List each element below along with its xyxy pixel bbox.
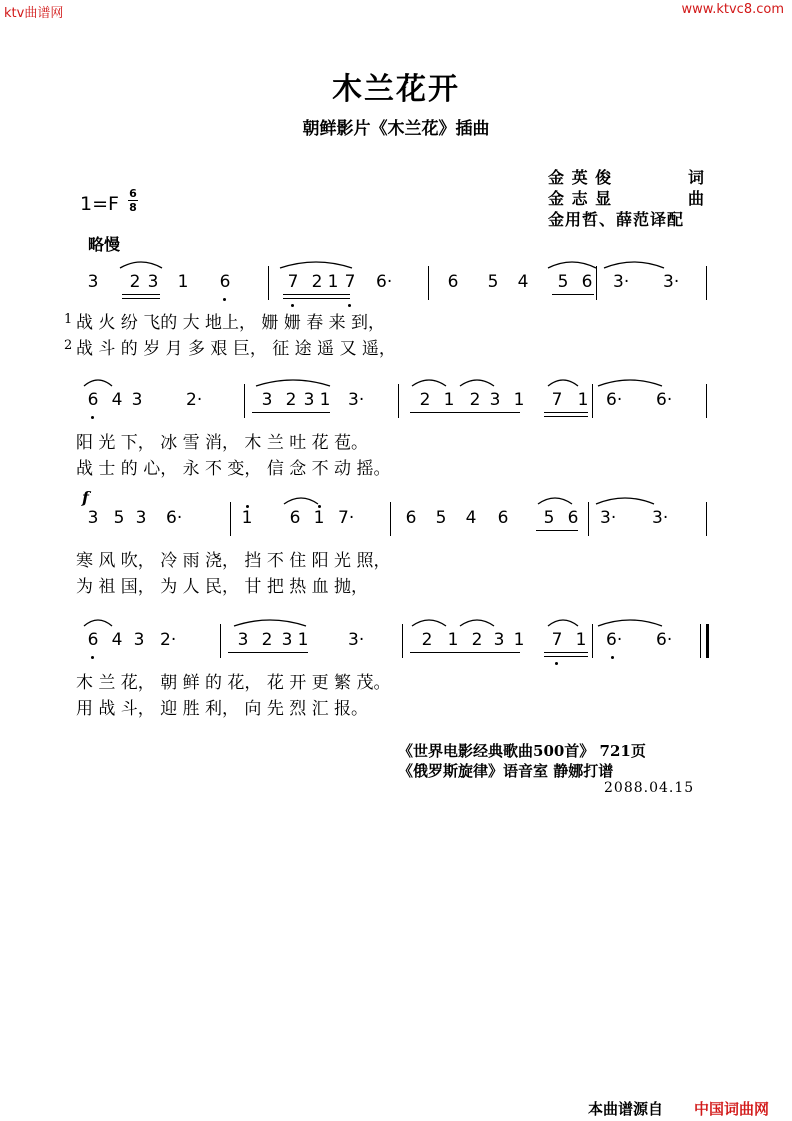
slur bbox=[548, 620, 578, 626]
note: 3· bbox=[348, 390, 365, 410]
note: 6· bbox=[606, 630, 623, 650]
note: 4 bbox=[111, 630, 123, 650]
note: 6· bbox=[656, 390, 673, 410]
note: 5 bbox=[543, 508, 555, 528]
note: 1 bbox=[319, 390, 331, 410]
lyric-line: 为 祖 国， 为 人 民， 甘 把 热 血 抛， bbox=[76, 577, 369, 597]
note: 2 bbox=[469, 390, 481, 410]
time-signature-bottom: 8 bbox=[129, 201, 137, 214]
note: 3 bbox=[135, 508, 147, 528]
bar-line bbox=[398, 384, 399, 418]
note: 6· bbox=[166, 508, 183, 528]
beam-line bbox=[544, 416, 588, 417]
low-octave-dot bbox=[611, 656, 614, 659]
bar-line bbox=[706, 266, 707, 300]
high-octave-dot bbox=[318, 505, 321, 508]
note: 7· bbox=[338, 508, 355, 528]
lyric-line: 战 火 纷 飞的 大 地上， 姗 姗 春 来 到， bbox=[76, 313, 386, 333]
low-octave-dot bbox=[91, 416, 94, 419]
note: 1 bbox=[513, 630, 525, 650]
note: 3 bbox=[87, 272, 99, 292]
note: 1 bbox=[575, 630, 587, 650]
time-signature-top: 6 bbox=[129, 187, 137, 200]
low-octave-dot bbox=[91, 656, 94, 659]
note: 2 bbox=[471, 630, 483, 650]
bar-line bbox=[244, 384, 245, 418]
note: 1 bbox=[241, 508, 253, 528]
beam-line bbox=[552, 294, 594, 295]
slur bbox=[548, 380, 578, 386]
note: 3 bbox=[131, 390, 143, 410]
note: 7 bbox=[551, 630, 563, 650]
note: 2 bbox=[261, 630, 273, 650]
tempo-marking: 略慢 bbox=[88, 235, 121, 254]
translator-name: 金用哲、薛范译配 bbox=[548, 210, 685, 229]
watermark-left: ktv曲谱网 bbox=[4, 6, 64, 21]
key-signature: 1=F bbox=[80, 193, 119, 215]
note: 5 bbox=[113, 508, 125, 528]
lyric-line: 战 士 的 心， 永 不 变， 信 念 不 动 摇。 bbox=[76, 459, 391, 479]
note: 6 bbox=[567, 508, 579, 528]
slur bbox=[84, 620, 112, 626]
time-signature bbox=[128, 188, 138, 213]
bar-line bbox=[230, 502, 231, 536]
bar-line bbox=[592, 624, 593, 658]
slur bbox=[548, 262, 596, 268]
bar-line bbox=[588, 502, 589, 536]
note: 1 bbox=[447, 630, 459, 650]
note: 3 bbox=[489, 390, 501, 410]
slur bbox=[538, 498, 572, 504]
note: 3 bbox=[87, 508, 99, 528]
slur bbox=[256, 380, 330, 386]
note: 6 bbox=[219, 272, 231, 292]
high-octave-dot bbox=[246, 505, 249, 508]
bar-line bbox=[428, 266, 429, 300]
note: 4 bbox=[465, 508, 477, 528]
beam-line bbox=[536, 530, 578, 531]
bar-line bbox=[268, 266, 269, 300]
footer-date: 2088.04.15 bbox=[604, 780, 695, 796]
slur bbox=[120, 262, 162, 268]
note: 2 bbox=[129, 272, 141, 292]
slur bbox=[598, 620, 662, 626]
lyric-line: 阳 光 下， 冰 雪 消， 木 兰 吐 花 苞。 bbox=[76, 433, 369, 453]
note: 6 bbox=[581, 272, 593, 292]
slur bbox=[604, 262, 664, 268]
note: 3 bbox=[261, 390, 273, 410]
beam-line bbox=[544, 412, 588, 413]
low-octave-dot bbox=[555, 662, 558, 665]
beam-line bbox=[410, 652, 520, 653]
lyric-line: 木 兰 花， 朝 鲜 的 花， 花 开 更 繁 茂。 bbox=[76, 673, 391, 693]
final-bar-line bbox=[700, 624, 701, 658]
slur bbox=[234, 620, 306, 626]
beam-line bbox=[252, 412, 330, 413]
note: 2· bbox=[186, 390, 203, 410]
beam-line bbox=[544, 656, 588, 657]
note: 6· bbox=[376, 272, 393, 292]
dynamic-marking: f bbox=[82, 488, 89, 507]
song-subtitle: 朝鲜影片《木兰花》插曲 bbox=[302, 119, 490, 139]
beam-line bbox=[122, 294, 160, 295]
note: 3 bbox=[237, 630, 249, 650]
note: 5 bbox=[487, 272, 499, 292]
note: 3· bbox=[348, 630, 365, 650]
low-octave-dot bbox=[348, 304, 351, 307]
bar-line bbox=[402, 624, 403, 658]
bar-line bbox=[390, 502, 391, 536]
source-site-link[interactable]: 中国词曲网 bbox=[694, 1100, 770, 1118]
note: 6 bbox=[87, 390, 99, 410]
slur bbox=[412, 620, 446, 626]
composer-role: 曲 bbox=[688, 189, 706, 208]
low-octave-dot bbox=[291, 304, 294, 307]
note: 3· bbox=[613, 272, 630, 292]
lyric-line: 用 战 斗， 迎 胜 利， 向 先 烈 汇 报。 bbox=[76, 699, 369, 719]
verse-number: 1 bbox=[64, 312, 73, 327]
note: 3· bbox=[600, 508, 617, 528]
beam-line bbox=[283, 294, 350, 295]
slur bbox=[460, 620, 494, 626]
note: 7 bbox=[344, 272, 356, 292]
lyricist-role: 词 bbox=[688, 168, 706, 187]
note: 7 bbox=[551, 390, 563, 410]
note: 6 bbox=[405, 508, 417, 528]
beam-line bbox=[228, 652, 308, 653]
footer-typesetter: 《俄罗斯旋律》语音室 静娜打谱 bbox=[398, 762, 614, 780]
bar-line bbox=[220, 624, 221, 658]
note: 2 bbox=[421, 630, 433, 650]
slur bbox=[596, 498, 654, 504]
note: 5 bbox=[557, 272, 569, 292]
beam-line bbox=[122, 298, 160, 299]
note: 6 bbox=[87, 630, 99, 650]
note: 4 bbox=[517, 272, 529, 292]
note: 4 bbox=[111, 390, 123, 410]
beam-line bbox=[283, 298, 350, 299]
beam-line bbox=[410, 412, 520, 413]
slur bbox=[412, 380, 446, 386]
lyric-line: 战 斗 的 岁 月 多 艰 巨， 征 途 遥 又 遥， bbox=[76, 339, 396, 359]
note: 1 bbox=[327, 272, 339, 292]
bar-line bbox=[592, 384, 593, 418]
note: 2 bbox=[419, 390, 431, 410]
slur bbox=[280, 262, 352, 268]
note: 6 bbox=[497, 508, 509, 528]
note: 3 bbox=[133, 630, 145, 650]
note: 2 bbox=[285, 390, 297, 410]
note: 6 bbox=[447, 272, 459, 292]
bar-line bbox=[706, 384, 707, 418]
note: 3· bbox=[663, 272, 680, 292]
note: 2 bbox=[311, 272, 323, 292]
note: 6· bbox=[656, 630, 673, 650]
note: 1 bbox=[443, 390, 455, 410]
source-label: 本曲谱源自 bbox=[588, 1100, 664, 1118]
note: 3 bbox=[493, 630, 505, 650]
note: 1 bbox=[577, 390, 589, 410]
final-bar-line-thick bbox=[706, 624, 709, 658]
note: 3 bbox=[281, 630, 293, 650]
bar-line bbox=[596, 266, 597, 300]
note: 6· bbox=[606, 390, 623, 410]
note: 3 bbox=[147, 272, 159, 292]
note: 5 bbox=[435, 508, 447, 528]
lyricist-name: 金 英 俊 bbox=[548, 168, 613, 187]
song-title: 木兰花开 bbox=[332, 72, 460, 107]
bar-line bbox=[706, 502, 707, 536]
composer-name: 金 志 显 bbox=[548, 189, 613, 208]
note: 1 bbox=[513, 390, 525, 410]
watermark-right: www.ktvc8.com bbox=[681, 2, 784, 17]
note: 2· bbox=[160, 630, 177, 650]
beam-line bbox=[544, 652, 588, 653]
slur bbox=[460, 380, 494, 386]
verse-number: 2 bbox=[64, 338, 73, 353]
note: 1 bbox=[313, 508, 325, 528]
note: 1 bbox=[297, 630, 309, 650]
note: 1 bbox=[177, 272, 189, 292]
slur bbox=[284, 498, 318, 504]
note: 6 bbox=[289, 508, 301, 528]
note: 3 bbox=[303, 390, 315, 410]
low-octave-dot bbox=[223, 298, 226, 301]
slur bbox=[598, 380, 662, 386]
lyric-line: 寒 风 吹， 冷 雨 浇， 挡 不 住 阳 光 照， bbox=[76, 551, 391, 571]
note: 7 bbox=[287, 272, 299, 292]
footer-reference: 《世界电影经典歌曲500首》 721页 bbox=[398, 742, 646, 760]
slur bbox=[84, 380, 112, 386]
note: 3· bbox=[652, 508, 669, 528]
